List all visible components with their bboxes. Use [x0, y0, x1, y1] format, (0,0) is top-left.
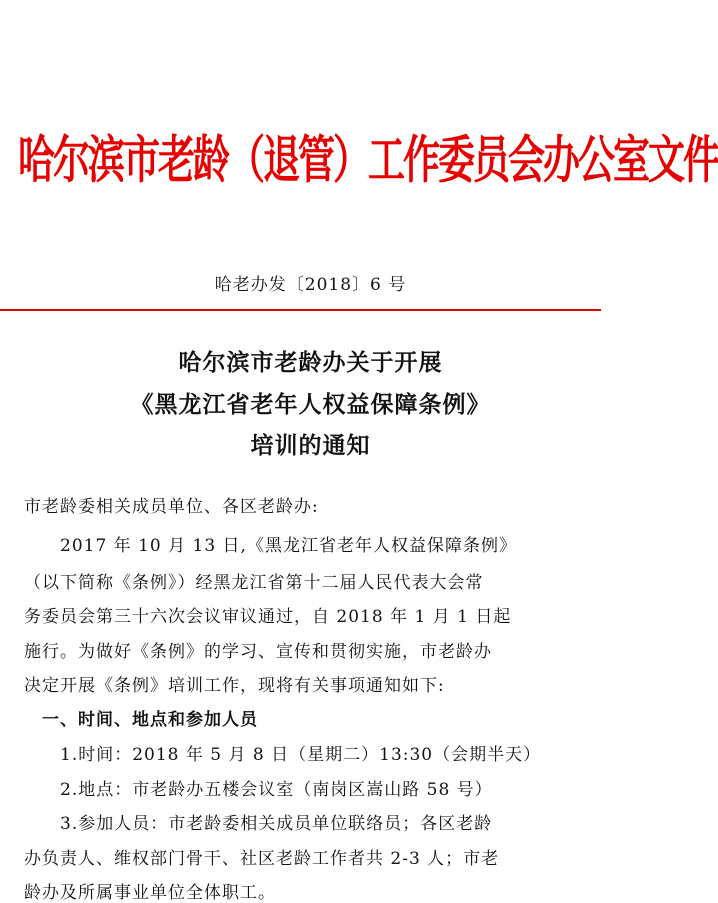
paragraph-line: （以下简称《条例》）经黑龙江省第十二届人民代表大会常	[24, 573, 484, 593]
salutation: 市老龄委相关成员单位、各区老龄办:	[24, 497, 319, 517]
list-item: 1.时间：2018 年 5 月 8 日（星期二）13:30（会期半天）	[24, 745, 542, 765]
paragraph-line: 决定开展《条例》培训工作，现将有关事项通知如下:	[24, 676, 445, 696]
paragraph-line: 施行。为做好《条例》的学习、宣传和贯彻实施，市老龄办	[24, 642, 492, 662]
red-divider-line	[0, 309, 601, 311]
list-item: 办负责人、维权部门骨干、社区老龄工作者共 2-3 人；市老	[24, 849, 500, 869]
paragraph-line: 务委员会第三十六次会议审议通过，自 2018 年 1 月 1 日起	[24, 607, 512, 627]
notice-title-line-3: 培训的通知	[250, 432, 371, 459]
list-item: 2.地点：市老龄办五楼会议室（南岗区嵩山路 58 号）	[24, 780, 493, 800]
notice-title-line-1: 哈尔滨市老龄办关于开展	[178, 349, 443, 376]
notice-title-line-2: 《黑龙江省老年人权益保障条例》	[130, 391, 491, 418]
list-item: 3.参加人员：市老龄委相关成员单位联络员；各区老龄	[24, 814, 493, 834]
document-number: 哈老办发〔2018〕6 号	[214, 275, 407, 295]
section-heading: 一、时间、地点和参加人员	[24, 710, 258, 730]
paragraph-line: 2017 年 10 月 13 日,《黑龙江省老年人权益保障条例》	[24, 536, 517, 556]
list-item: 龄办及所属事业单位全体职工。	[24, 883, 276, 903]
document-header-title: 哈尔滨市老龄（退管）工作委员会办公室文件	[18, 130, 718, 190]
